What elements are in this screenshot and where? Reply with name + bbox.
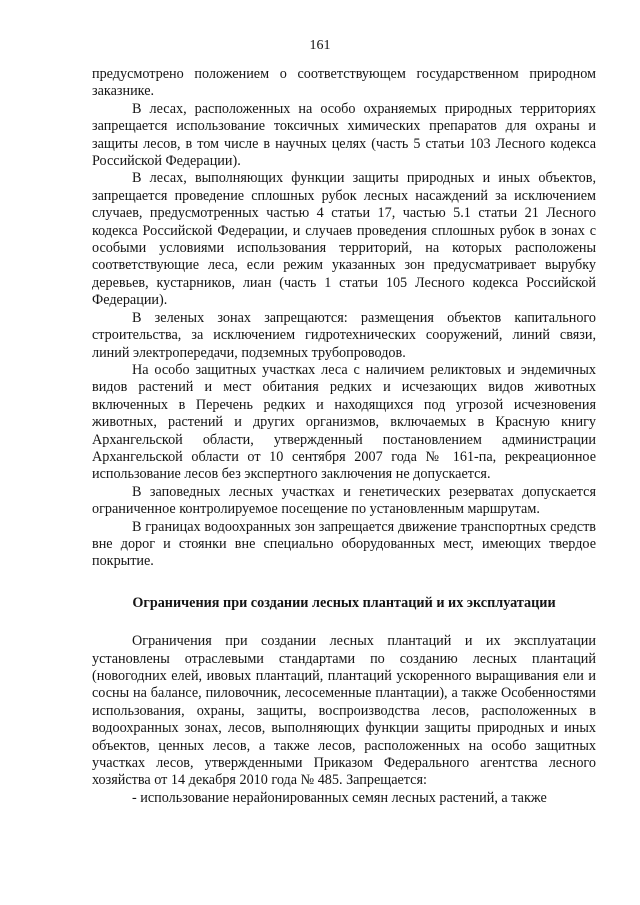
- page-content: [92, 66, 596, 807]
- section-title: Ограничения при создании лесных плантаций и их эксплуатации: [132, 594, 556, 611]
- paragraph: В лесах, расположенных на особо охраняемых природных территориях запрещается использование токсичных химических препаратов для охраны и защиты лесов, в том числе в научных целях (часть 5 статьи 103 Лесного кодекса Российской Федерации).: [92, 100, 596, 170]
- paragraph: предусмотрено положением о соответствующем государственном природном заказнике.: [92, 66, 596, 100]
- paragraph: На особо защитных участках леса с наличием реликтовых и эндемичных видов растений и мест обитания редких и исчезающих видов животных включенных в Перечень редких и находящихся под угрозой исчезновения животных, растений и других организмов, включаемых в Красную книгу Архангельской области, утвержденный постановлением администрации Архангельской области от 10 сентября 2007 года № 161-па, рекреационное использование лесов без экспертного заключения не допускается.: [92, 361, 596, 483]
- paragraph: Ограничения при создании лесных плантаций и их эксплуатации установлены отраслевыми стандартами по созданию лесных плантаций (новогодних елей, ивовых плантаций, плантаций ускоренного выращивания ели и сосны на балансе, пиловочник, лесосеменные плантации), а также Особенностями использования, охраны, защиты, воспроизводства лесов, расположенных в водоохранных зонах, лесов, выполняющих функции защиты природных и иных объектов, ценных лесов, а также лесов, расположенных на особо защитных участках лесов, утвержденными Приказом Федерального агентства лесного хозяйства от 14 декабря 2010 года № 485. Запрещается:: [92, 633, 596, 789]
- page-number: 161: [309, 38, 331, 53]
- paragraph: В границах водоохранных зон запрещается движение транспортных средств вне дорог и стоянки вне специально оборудованных мест, имеющих твердое покрытие.: [92, 518, 596, 570]
- paragraph: В заповедных лесных участках и генетических резерватах допускается ограниченное контролируемое посещение по установленным маршрутам.: [92, 483, 596, 518]
- paragraph: В лесах, выполняющих функции защиты природных и иных объектов, запрещается проведение сплошных рубок лесных насаждений за исключением случаев, предусмотренных частью 4 статьи 17, частью 5.1 статьи 21 Лесного кодекса Российской Федерации, и случаев проведения сплошных рубок в зонах с особыми условиями использования территорий, на которых расположены соответствующие леса, если режим указанных зон предусматривает вырубку деревьев, кустарников, лиан (часть 1 статьи 105 Лесного кодекса Российской Федерации).: [92, 170, 596, 309]
- list-item: - использование нерайонированных семян лесных растений, а также: [132, 789, 547, 806]
- paragraph: В зеленых зонах запрещаются: размещения объектов капитального строительства, за исключением гидротехнических сооружений, линий связи, линий электропередачи, подземных трубопроводов.: [92, 309, 596, 361]
